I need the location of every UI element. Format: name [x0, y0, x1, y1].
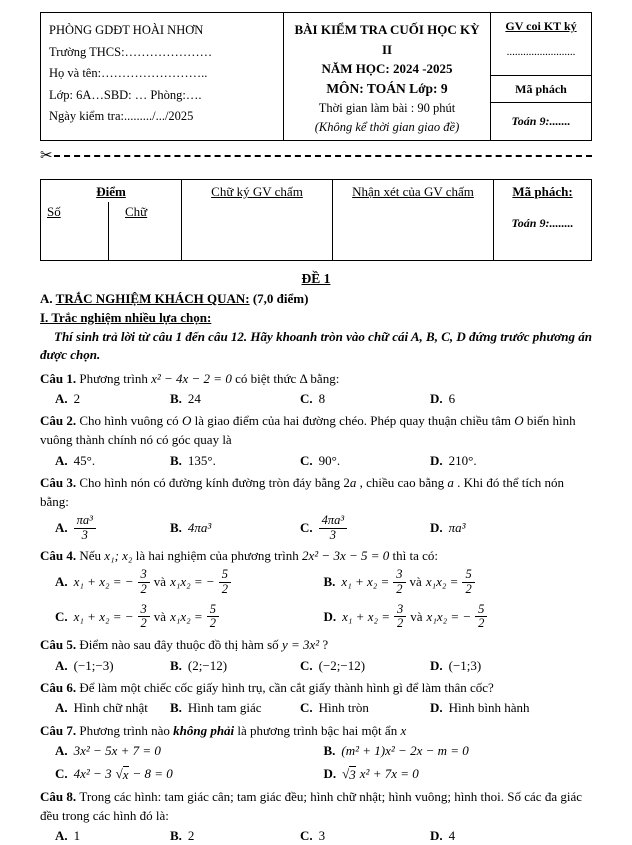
- options-row: [55, 452, 592, 469]
- math-text: x₁; x₂: [104, 548, 133, 564]
- dashed-line: [54, 155, 592, 157]
- grade-chu-label: Chữ: [125, 204, 148, 220]
- question-5-option-a: [55, 657, 170, 674]
- option-label: D.: [430, 390, 443, 406]
- subject-line: MÔN: TOÁN Lớp: 9: [326, 80, 448, 96]
- text: 90°.: [318, 452, 341, 468]
- question-7-option-c: [55, 766, 324, 783]
- question-3: [40, 474, 592, 542]
- option-label: B.: [170, 828, 182, 844]
- grade-signature-header: Chữ ký GV chấm: [211, 184, 303, 200]
- question-4-option-b: [324, 568, 593, 597]
- text: 3: [318, 828, 326, 844]
- department-line: PHÒNG GDĐT HOÀI NHƠN: [49, 23, 204, 37]
- question-8: [40, 788, 592, 845]
- question-3-option-a: [55, 514, 170, 543]
- option-label: B.: [323, 743, 336, 759]
- question-5-option-d: [430, 657, 592, 674]
- header-table: [40, 12, 592, 141]
- question-6: [40, 679, 592, 717]
- question-number: Câu 5.: [40, 637, 80, 653]
- options-row: [55, 568, 592, 631]
- option-label: B.: [170, 390, 182, 406]
- text: không phải: [173, 722, 235, 738]
- square-root: √ x: [115, 765, 129, 782]
- question-3-option-b: [170, 520, 300, 537]
- question-2-option-b: [170, 452, 300, 469]
- option-label: B.: [170, 700, 182, 716]
- section-a-heading: [40, 291, 592, 307]
- header-school-info: [41, 13, 284, 140]
- toan9-box: Toán 9:.......: [511, 114, 571, 129]
- options-row: [55, 657, 592, 674]
- grade-table: [40, 179, 592, 261]
- question-3-option-d: [430, 520, 592, 537]
- question-6-option-a: [55, 700, 170, 717]
- fraction: $\frac{5}{2}$: [219, 568, 231, 597]
- math-text: O: [514, 413, 524, 429]
- signature-dots: .........................: [506, 46, 576, 58]
- question-4: [40, 547, 592, 631]
- duration-note-line: (Không kể thời gian giao đề): [314, 119, 460, 134]
- question-7-option-b: [324, 743, 593, 760]
- option-label: D.: [323, 766, 337, 782]
- fraction: $\frac{3}{2}$: [138, 603, 150, 632]
- text: 135°.: [187, 452, 216, 468]
- fraction: $\frac{3}{2}$: [138, 568, 150, 597]
- options-row: [55, 700, 592, 717]
- school-year-line: NĂM HỌC: 2024 -2025: [321, 61, 453, 76]
- text: 8: [318, 390, 326, 406]
- question-number: Câu 2.: [40, 413, 80, 429]
- math-text: x² − 4x − 2 = 0: [151, 370, 232, 386]
- text: 1: [73, 828, 81, 844]
- option-label: C.: [300, 390, 313, 406]
- question-stem: [40, 788, 592, 826]
- cut-line: [40, 148, 592, 163]
- option-label: D.: [430, 700, 443, 716]
- text: 2: [73, 390, 81, 406]
- grade-diem-header: Điểm: [96, 184, 126, 200]
- option-label: D.: [430, 657, 443, 673]
- math-text: x₁ + x₂ = −: [73, 574, 134, 590]
- text: Cho hình vuông có: [79, 413, 182, 429]
- option-label: A.: [55, 452, 68, 468]
- ma-phach-box: Mã phách: [491, 76, 591, 103]
- math-text: πa³: [448, 520, 466, 536]
- question-number: Câu 7.: [40, 722, 80, 738]
- math-text: y = 3x²: [281, 637, 320, 653]
- option-label: A.: [55, 574, 68, 590]
- question-1-option-b: [170, 390, 300, 407]
- text: và: [409, 574, 422, 590]
- text: 210°.: [448, 452, 477, 468]
- header-right-column: [491, 13, 591, 140]
- fraction: $\frac{5}{2}$: [462, 568, 474, 597]
- text: 4: [448, 828, 456, 844]
- grade-toan9-label: Toán 9:........: [511, 216, 574, 231]
- question-5-option-c: [300, 657, 430, 674]
- question-stem: [40, 547, 592, 566]
- question-stem: [40, 370, 592, 389]
- option-label: A.: [55, 657, 68, 673]
- text: Hình tròn: [318, 700, 369, 716]
- text: Điểm nào sau đây thuộc đồ thị hàm số: [79, 637, 282, 653]
- fraction: $\frac{3}{2}$: [393, 568, 405, 597]
- text: (2;−12): [187, 657, 228, 673]
- option-label: B.: [170, 657, 182, 673]
- text: có biệt thức Δ bằng:: [231, 370, 340, 386]
- math-text: x₁ + x₂ =: [341, 574, 390, 590]
- option-label: C.: [300, 828, 313, 844]
- question-4-option-d: [324, 603, 593, 632]
- math-text: x₁ + x₂ = −: [73, 608, 134, 624]
- text: Nếu: [79, 548, 105, 564]
- question-stem: [40, 474, 592, 512]
- option-label: C.: [55, 608, 68, 624]
- option-label: D.: [430, 452, 443, 468]
- math-text: 4x² − 3: [73, 766, 112, 782]
- option-label: A.: [55, 743, 68, 759]
- student-name-line: Họ và tên:……………………..: [49, 66, 208, 80]
- text: Hình bình hành: [448, 700, 530, 716]
- option-label: C.: [300, 452, 313, 468]
- math-text: x₁ + x₂ =: [342, 608, 391, 624]
- text: (−1;−3): [73, 657, 114, 673]
- math-text: x₁x₂ =: [425, 574, 459, 590]
- question-4-option-a: [55, 568, 324, 597]
- section-i-heading: I. Trắc nghiệm nhiều lựa chọn:: [40, 310, 212, 326]
- math-text: 3x² − 5x + 7 = 0: [73, 743, 161, 759]
- math-text: x: [400, 722, 407, 738]
- text: Trong các hình: tam giác cân; tam giác đều; hình chữ nhật; hình vuông; hình thoi. Số các đa giác đều trong các hình đó là:: [40, 788, 582, 823]
- text: 2: [187, 828, 195, 844]
- math-text: a: [447, 475, 454, 491]
- question-1-option-d: [430, 390, 592, 407]
- options-row: [55, 828, 592, 845]
- section-a-points: (7,0 điểm): [249, 291, 309, 307]
- section-a-title: TRẮC NGHIỆM KHÁCH QUAN:: [55, 291, 250, 307]
- option-label: A.: [55, 520, 68, 536]
- math-text: (m² + 1)x² − 2x − m = 0: [341, 743, 469, 759]
- question-4-option-c: [55, 603, 324, 632]
- text: . Khi đó thể tích nón bằng:: [40, 475, 564, 509]
- text: Cho hình nón có đường kính đường tròn đáy bằng 2: [79, 475, 350, 491]
- question-number: Câu 6.: [40, 680, 80, 696]
- math-text: − 8 = 0: [132, 766, 173, 782]
- option-label: B.: [323, 574, 336, 590]
- fraction: $\frac{3}{2}$: [394, 603, 406, 632]
- exam-date-line: Ngày kiểm tra:........./.../2025: [49, 109, 194, 123]
- text: (−1;3): [448, 657, 482, 673]
- math-text: x₁x₂ = −: [170, 574, 215, 590]
- square-root: √ 3: [342, 765, 356, 782]
- options-row: [55, 390, 592, 407]
- text: 45°.: [73, 452, 96, 468]
- option-label: A.: [55, 700, 68, 716]
- option-label: D.: [323, 608, 337, 624]
- section-a-label: A.: [40, 291, 56, 307]
- fraction: $\frac{\text{πa³}}{3}$: [74, 514, 96, 543]
- question-6-option-b: [170, 700, 300, 717]
- question-1-option-c: [300, 390, 430, 407]
- math-text: 4πa³: [187, 520, 212, 536]
- questions-list: [40, 370, 592, 845]
- grade-score-subrow: [41, 202, 181, 260]
- question-5: [40, 636, 592, 674]
- class-sbd-line: Lớp: 6A…SBD: … Phòng:….: [49, 87, 202, 102]
- question-number: Câu 4.: [40, 548, 80, 564]
- proctor-signature-box: [491, 13, 591, 76]
- math-text: a: [349, 475, 357, 491]
- grade-maphach-column: [493, 180, 591, 260]
- scissors-icon: ✂: [40, 146, 53, 165]
- text: 24: [187, 390, 201, 406]
- option-label: C.: [300, 520, 313, 536]
- math-text: O: [181, 413, 192, 429]
- text: biến hình vuông thành chính nó có góc quay là: [40, 413, 576, 448]
- text: Để làm một chiếc cốc giấy hình trụ, cần cắt giấy thành hình gì để làm thân cốc?: [79, 680, 494, 696]
- duration-line: Thời gian làm bài : 90 phút: [318, 100, 456, 115]
- option-label: D.: [430, 828, 443, 844]
- question-6-option-c: [300, 700, 430, 717]
- question-number: Câu 3.: [40, 475, 80, 491]
- grade-signature-column: [181, 180, 332, 260]
- instructions-text: Thí sinh trả lời từ câu 1 đến câu 12. Hãy khoanh tròn vào chữ cái A, B, C, D đứng trước phương án được chọn.: [40, 329, 592, 363]
- question-7: [40, 722, 592, 783]
- question-1-option-a: [55, 390, 170, 407]
- option-label: B.: [170, 452, 182, 468]
- text: (−2;−12): [318, 657, 366, 673]
- question-stem: [40, 412, 592, 450]
- grade-comment-header: Nhận xét của GV chấm: [352, 184, 474, 200]
- question-5-option-b: [170, 657, 300, 674]
- text: và: [153, 608, 167, 624]
- math-text: x² + 7x = 0: [359, 766, 419, 782]
- question-stem: [40, 722, 592, 741]
- text: ?: [319, 637, 329, 653]
- question-8-option-a: [55, 828, 170, 845]
- text: và: [153, 574, 167, 590]
- math-text: x₁x₂ =: [170, 608, 203, 624]
- question-7-option-a: [55, 743, 324, 760]
- text: và: [410, 608, 423, 624]
- grade-maphach-header: Mã phách:: [512, 184, 573, 200]
- text: Phương trình: [79, 370, 152, 386]
- fraction: $\frac{5}{2}$: [207, 603, 219, 632]
- options-row: [55, 743, 592, 783]
- question-number: Câu 8.: [40, 788, 80, 804]
- question-8-option-b: [170, 828, 300, 845]
- question-3-option-c: [300, 514, 430, 543]
- text: 6: [448, 390, 456, 406]
- question-8-option-d: [430, 828, 592, 845]
- question-1: [40, 370, 592, 408]
- question-stem: [40, 636, 592, 655]
- option-label: D.: [430, 520, 443, 536]
- text: là giao điểm của hai đường chéo. Phép quay thuận chiều tâm: [191, 413, 515, 429]
- option-label: B.: [170, 520, 182, 536]
- question-8-option-c: [300, 828, 430, 845]
- fraction: $\frac{5}{2}$: [475, 603, 487, 632]
- math-text: 2x² − 3x − 5 = 0: [302, 548, 390, 564]
- exam-title-line: BÀI KIỂM TRA CUỐI HỌC KỲ II: [294, 22, 480, 57]
- fraction: $\frac{\text{4πa³}}{3}$: [319, 514, 348, 543]
- question-7-option-d: [324, 766, 593, 783]
- header-exam-title: [284, 13, 491, 140]
- text: là phương trình bậc hai một ẩn: [234, 722, 401, 738]
- option-label: C.: [300, 700, 313, 716]
- grade-comment-column: [332, 180, 493, 260]
- question-stem: [40, 679, 592, 698]
- school-line: Trường THCS:…………………: [49, 44, 213, 59]
- text: Hình tam giác: [187, 700, 262, 716]
- text: Hình chữ nhật: [73, 700, 148, 716]
- text: thì ta có:: [389, 548, 439, 564]
- exam-code-title: ĐỀ 1: [301, 271, 331, 287]
- options-row: [55, 514, 592, 543]
- proctor-signature-label: GV coi KT ký: [505, 19, 577, 33]
- question-2-option-d: [430, 452, 592, 469]
- text: , chiều cao bằng: [356, 475, 448, 491]
- grade-so-label: Số: [41, 202, 109, 260]
- question-2-option-a: [55, 452, 170, 469]
- text: là hai nghiệm của phương trình: [132, 548, 302, 564]
- math-text: x₁x₂ = −: [426, 608, 472, 624]
- question-2: [40, 412, 592, 469]
- option-label: A.: [55, 390, 68, 406]
- question-2-option-c: [300, 452, 430, 469]
- option-label: C.: [55, 766, 68, 782]
- text: Phương trình nào: [79, 722, 174, 738]
- question-6-option-d: [430, 700, 592, 717]
- question-number: Câu 1.: [40, 370, 80, 386]
- option-label: A.: [55, 828, 68, 844]
- option-label: C.: [300, 657, 313, 673]
- grade-score-column: [41, 180, 181, 260]
